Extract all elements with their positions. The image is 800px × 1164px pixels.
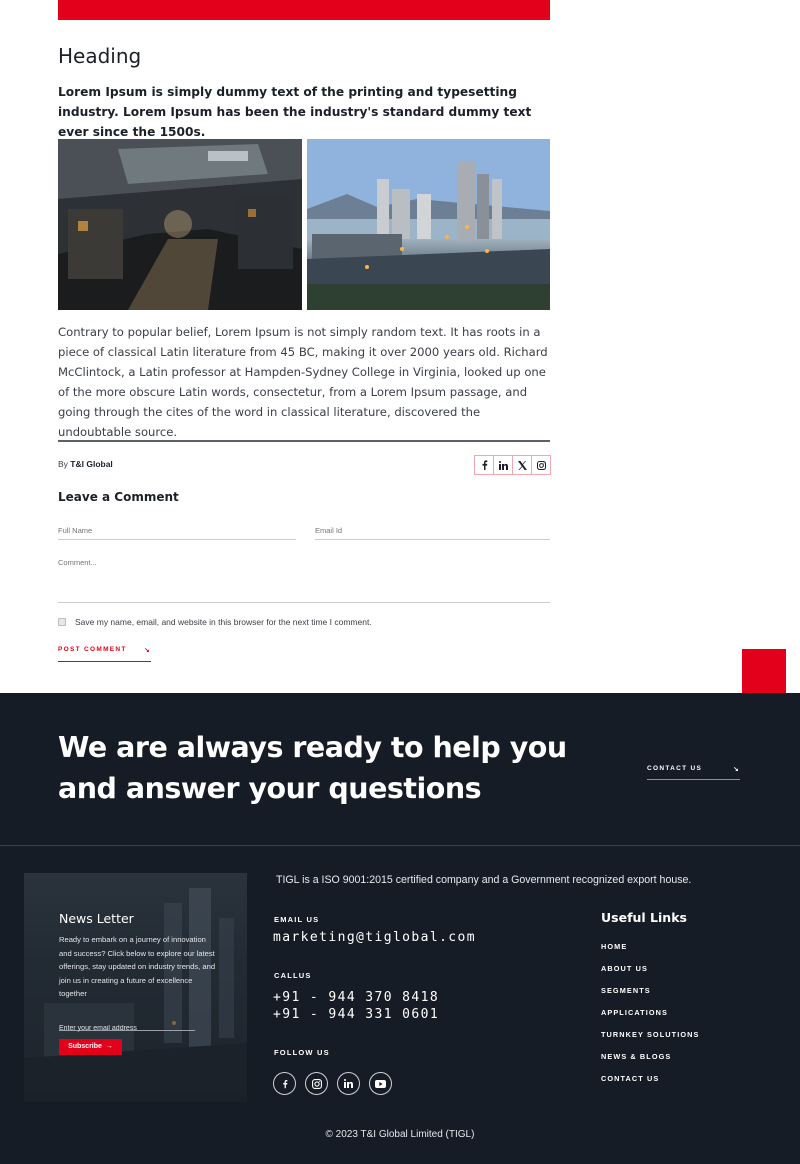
article-heading: Heading (58, 44, 142, 68)
link-segments[interactable]: SEGMENTS (601, 986, 651, 995)
phone-link-1[interactable]: +91 - 944 370 8418 (273, 990, 440, 1005)
iso-statement: TIGL is a ISO 9001:2015 certified company and a Government recognized export house. (276, 874, 692, 886)
article-lead: Lorem Ipsum is simply dummy text of the printing and typesetting industry. Lorem Ipsum has been the industry's standard dummy text ever since the 1500s. (58, 85, 532, 139)
useful-links-title: Useful Links (601, 910, 687, 925)
newsletter-title: News Letter (59, 911, 134, 926)
post-comment-button[interactable] (58, 646, 151, 662)
byline-prefix: By (58, 459, 68, 469)
facebook-icon[interactable] (475, 456, 494, 474)
x-icon[interactable] (513, 456, 532, 474)
subscribe-label: Subscribe (68, 1043, 102, 1050)
contact-us-button[interactable] (647, 765, 740, 780)
side-tab-red[interactable] (742, 649, 786, 693)
newsletter-content (59, 911, 219, 1055)
call-label: CALLUS (274, 971, 312, 980)
copyright: © 2023 T&I Global Limited (TIGL) (325, 1129, 475, 1140)
factory-interior-image (58, 139, 302, 310)
arrow-down-right-icon: ↘ (144, 647, 151, 654)
newsletter-text: Ready to embark on a journey of innovation and success? Click below to explore our latest offerings, stay updated on industry trends, and join us in creating a future of excellence together (59, 935, 216, 998)
email-label: EMAIL US (274, 915, 320, 924)
comment-input[interactable] (58, 558, 550, 598)
newsletter-email-field (59, 1017, 195, 1031)
useful-links-list (601, 942, 699, 1096)
cta-title: We are always ready to help you and answer your questions (58, 731, 567, 805)
full-name-field (58, 520, 296, 540)
facebook-icon[interactable] (273, 1072, 296, 1095)
link-home[interactable]: HOME (601, 942, 628, 951)
article-body: Contrary to popular belief, Lorem Ipsum is not simply random text. It has roots in a piece of classical Latin literature from 45 BC, making it over 2000 years old. Richard McClintock, a Latin professor at Hampden-Sydney College in Virginia, looked up one of the more obscure Latin words, consectetur, from a Lorem Ipsum passage, and going through the cites of the word in classical literature, discovered the undoubtable source. (58, 325, 548, 439)
link-about-us[interactable]: ABOUT US (601, 964, 648, 973)
save-info-row (58, 617, 372, 627)
linkedin-icon[interactable] (337, 1072, 360, 1095)
instagram-icon[interactable] (305, 1072, 328, 1095)
newsletter-card (24, 873, 247, 1102)
social-links (273, 1072, 392, 1095)
youtube-icon[interactable] (369, 1072, 392, 1095)
follow-label: FOLLOW US (274, 1048, 330, 1057)
arrow-down-right-icon: ↘ (733, 766, 740, 773)
link-contact-us[interactable]: CONTACT US (601, 1074, 660, 1083)
phone-link-2[interactable]: +91 - 944 331 0601 (273, 1007, 440, 1022)
email-link[interactable]: marketing@tiglobal.com (273, 930, 476, 945)
contact-us-label: CONTACT US (647, 765, 703, 772)
link-applications[interactable]: APPLICATIONS (601, 1008, 668, 1017)
email-input[interactable] (315, 526, 550, 535)
photo-gallery (58, 139, 550, 310)
byline (58, 459, 113, 469)
subscribe-button[interactable] (59, 1039, 122, 1055)
industrial-plant-image (307, 139, 550, 310)
article (58, 40, 550, 142)
link-turnkey-solutions[interactable]: TURNKEY SOLUTIONS (601, 1030, 700, 1039)
save-info-label: Save my name, email, and website in this browser for the next time I comment. (75, 617, 372, 627)
save-info-checkbox[interactable] (58, 618, 66, 626)
footer-divider (0, 845, 800, 846)
full-name-input[interactable] (58, 526, 296, 535)
newsletter-email-input[interactable] (59, 1025, 195, 1032)
comment-field (58, 558, 550, 603)
email-field (315, 520, 550, 540)
top-banner (58, 0, 550, 20)
post-comment-label: POST COMMENT (58, 646, 127, 653)
comment-title: Leave a Comment (58, 490, 179, 504)
share-bar (474, 455, 551, 475)
linkedin-icon[interactable] (494, 456, 513, 474)
instagram-icon[interactable] (532, 456, 550, 474)
link-news-blogs[interactable]: NEWS & BLOGS (601, 1052, 672, 1061)
divider (58, 440, 550, 442)
arrow-right-icon: → (105, 1043, 113, 1050)
author-name: T&I Global (70, 459, 113, 469)
